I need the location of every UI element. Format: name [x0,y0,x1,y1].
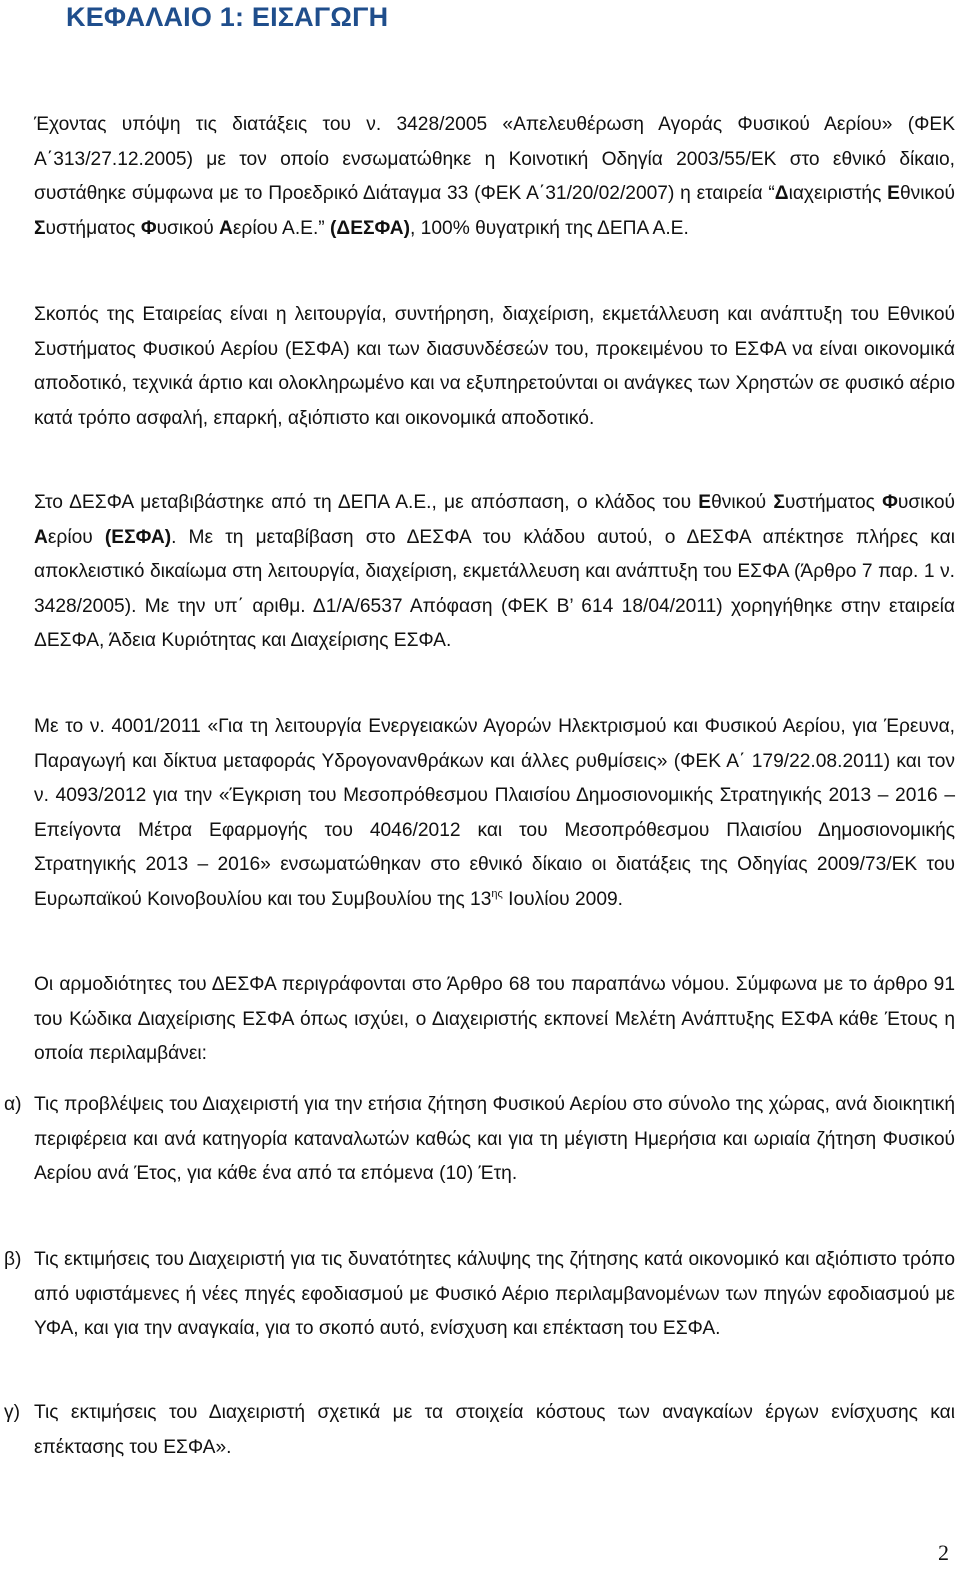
list-item-text: Τις προβλέψεις του Διαχειριστή για την ετήσια ζήτηση Φυσικού Αερίου στο σύνολο της χώρας, ανά διοικητική περιφέρεια και ανά κατηγορία καταναλωτών καθώς και για τη μέγιστη Ημερήσια και ωριαία ζήτηση Φυσικού Αερίου ανά Έτος, για κάθε ένα από τα επόμενα (10) Έτη. [34,1094,955,1185]
paragraph-law-4001: Με το ν. 4001/2011 «Για τη λειτουργία Ενεργειακών Αγορών Ηλεκτρισμού και Φυσικού Αερίου, για Έρευνα, Παραγωγή και δίκτυα μεταφοράς Υδρογονανθράκων και άλλες ρυθμίσεις» (ΦΕΚ Α΄ 179/22.08.2011) και τον ν. 4093/2012 για την «Έγκριση του Μεσοπρόθεσμου Πλαισίου Δημοσιονομικής Στρατηγικής 2013 – 2016 – Επείγοντα Μέτρα Εφαρμογής του 4046/2012 και του Μεσοπρόθεσμου Πλαισίου Δημοσιονομικής Στρατηγικής 2013 – 2016» ενσωματώθηκαν στο εθνικό δίκαιο οι διατάξεις της Οδηγίας 2009/73/ΕΚ του Ευρωπαϊκού Κοινοβουλίου και του Συμβουλίου της $13^{\eta\varsigma}$ Ιουλίου 2009. [34,716,955,910]
list-item-text: Τις εκτιμήσεις του Διαχειριστή για τις δυνατότητες κάλυψης της ζήτησης κατά οικονομικό και αξιόπιστο τρόπο από υφιστάμενες ή νέες πηγές εφοδιασμού με Φυσικό Αέριο περιλαμβανομένων των πηγών εφοδιασμού με ΥΦΑ, και για την αναγκαία, για το σκοπό αυτό, ενίσχυση και επέκταση του ΕΣΦΑ. [34,1249,955,1340]
list-item-label: α) [4,1094,22,1115]
paragraph-legal-basis: Έχοντας υπόψη τις διατάξεις του ν. 3428/2005 «Απελευθέρωση Αγοράς Φυσικού Αερίου» (ΦΕΚ Α΄313/27.12.2005) με τον οποίο ενσωματώθηκε η Κοινοτική Οδηγία 2003/55/ΕΚ στο εθνικό δίκαιο, συστάθηκε σύμφωνα με το Προεδρικό Διάταγμα 33 (ΦΕΚ Α΄31/20/02/2007) η εταιρεία “Διαχειριστής Εθνικού Συστήματος Φυσικού Αερίου Α.Ε.” (ΔΕΣΦΑ), 100% θυγατρική της ΔΕΠΑ Α.Ε. [34,114,955,239]
page-number: 2 [938,1540,949,1565]
paragraph-company-purpose: Σκοπός της Εταιρείας είναι η λειτουργία, συντήρηση, διαχείριση, εκμετάλλευση και ανάπτυξη του Εθνικού Συστήματος Φυσικού Αερίου (ΕΣΦΑ) και των διασυνδέσεών του, προκειμένου το ΕΣΦΑ να είναι οικονομικά αποδοτικό, τεχνικά άρτιο και ολοκληρωμένο και να εξυπηρετούνται οι ανάγκες των Χρηστών σε φυσικό αέριο κατά τρόπο ασφαλή, επαρκή, αξιόπιστο και οικονομικά αποδοτικό. [34,304,955,429]
chapter-heading: ΚΕΦΑΛΑΙΟ 1: ΕΙΣΑΓΩΓΗ [66,2,389,32]
list-item-text: Τις εκτιμήσεις του Διαχειριστή σχετικά με τα στοιχεία κόστους των αναγκαίων έργων ενίσχυσης και επέκτασης του ΕΣΦΑ». [34,1402,955,1458]
paragraph-transfer: Στο ΔΕΣΦΑ μεταβιβάστηκε από τη ΔΕΠΑ Α.Ε., με απόσπαση, ο κλάδος του Εθνικού Συστήματος Φυσικού Αερίου (ΕΣΦΑ). Με τη μεταβίβαση στο ΔΕΣΦΑ του κλάδου αυτού, ο ΔΕΣΦΑ απέκτησε πλήρες και αποκλειστικό δικαίωμα στη λειτουργία, διαχείριση, εκμετάλλευση και ανάπτυξη του ΕΣΦΑ (Άρθρο 7 παρ. 1 ν. 3428/2005). Με την υπ΄ αριθμ. Δ1/Α/6537 Απόφαση (ΦΕΚ Β’ 614 18/04/2011) χορηγήθηκε στην εταιρεία ΔΕΣΦΑ, Άδεια Κυριότητας και Διαχείρισης ΕΣΦΑ. [34,492,955,652]
list-item [4,1088,955,1192]
paragraph-responsibilities: Οι αρμοδιότητες του ΔΕΣΦΑ περιγράφονται στο Άρθρο 68 του παραπάνω νόμου. Σύμφωνα με το άρθρο 91 του Κώδικα Διαχείρισης ΕΣΦΑ όπως ισχύει, ο Διαχειριστής εκπονεί Μελέτη Ανάπτυξης ΕΣΦΑ κάθε Έτους η οποία περιλαμβάνει: [34,974,955,1065]
list-item-label: γ) [4,1402,20,1423]
list-item [4,1396,955,1465]
list-item-label: β) [4,1249,22,1270]
list-item [4,1243,955,1347]
